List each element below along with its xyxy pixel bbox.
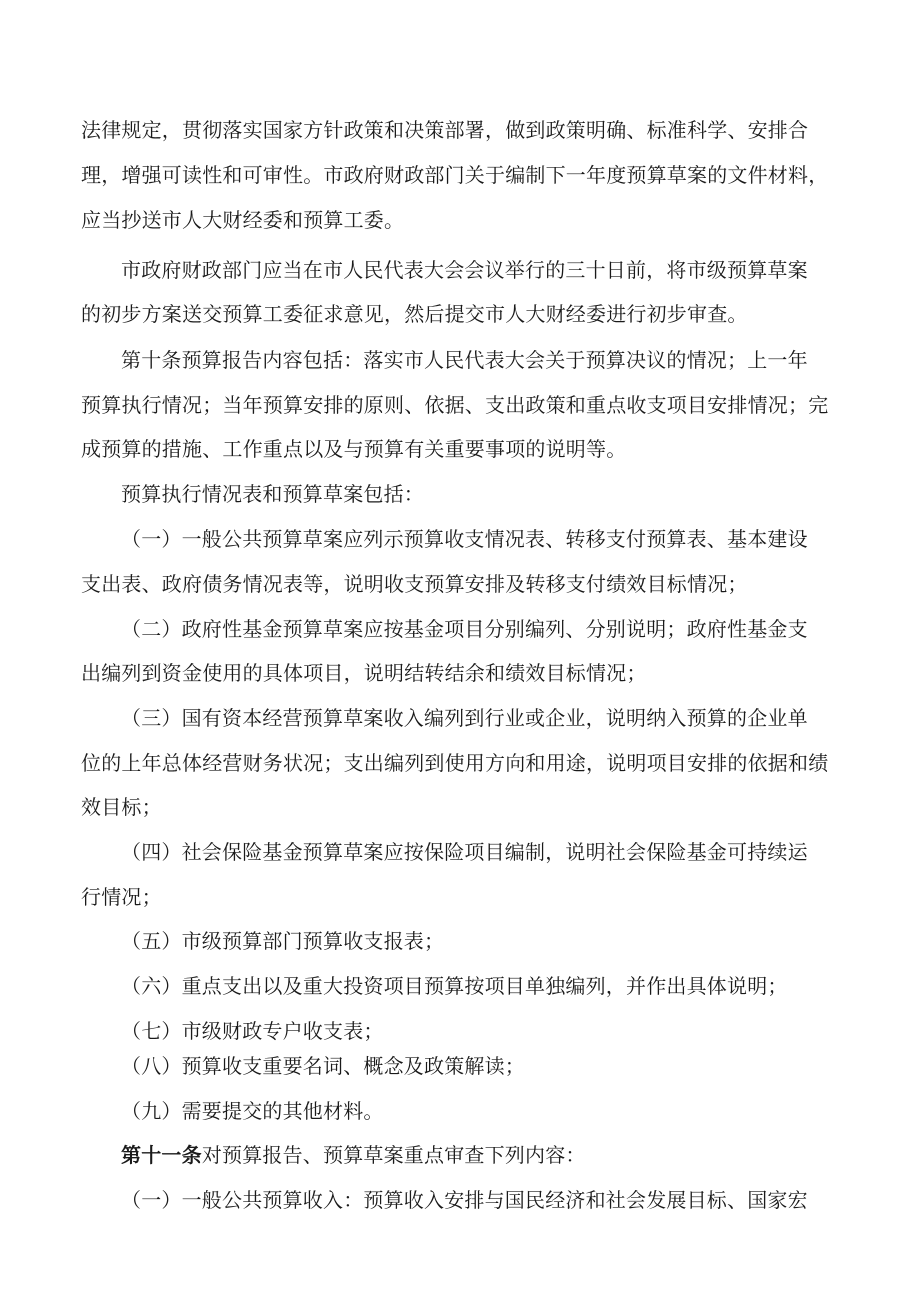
text-line: 出编列到资金使用的具体项目，说明结转结余和绩效目标情况； bbox=[81, 661, 647, 685]
text-line: （八）预算收支重要名词、概念及政策解读； bbox=[121, 1054, 525, 1078]
text-line: （一）一般公共预算草案应列示预算收支情况表、转移支付预算表、基本建设 bbox=[121, 527, 808, 551]
text-line: （四）社会保险基金预算草案应按保险项目编制，说明社会保险基金可持续运 bbox=[121, 840, 808, 864]
article-11-heading: 第十一条 bbox=[121, 1143, 202, 1167]
text-line: 的初步方案送交预算工委征求意见，然后提交市人大财经委进行初步审查。 bbox=[81, 302, 748, 326]
text-line: 市政府财政部门应当在市人民代表大会会议举行的三十日前，将市级预算草案 bbox=[121, 258, 808, 282]
text-line: （三）国有资本经营预算草案收入编列到行业或企业，说明纳入预算的企业单 bbox=[121, 706, 808, 730]
text-line: 行情况； bbox=[81, 885, 162, 909]
text-line: 成预算的措施、工作重点以及与预算有关重要事项的说明等。 bbox=[81, 437, 627, 461]
text-line: 第十条预算报告内容包括：落实市人民代表大会关于预算决议的情况；上一年 bbox=[121, 348, 808, 372]
article-11-line bbox=[121, 1143, 586, 1167]
text-line: 预算执行情况表和预算草案包括： bbox=[121, 482, 424, 506]
text-line: （一）一般公共预算收入：预算收入安排与国民经济和社会发展目标、国家宏 bbox=[121, 1188, 808, 1212]
text-line: （二）政府性基金预算草案应按基金项目分别编列、分别说明；政府性基金支 bbox=[121, 617, 808, 641]
text-line: 理，增强可读性和可审性。市政府财政部门关于编制下一年度预算草案的文件材料， bbox=[81, 163, 829, 187]
text-line: 预算执行情况；当年预算安排的原则、依据、支出政策和重点收支项目安排情况；完 bbox=[81, 393, 829, 417]
article-11-text: 对预算报告、预算草案重点审查下列内容： bbox=[201, 1143, 586, 1167]
text-line: （五）市级预算部门预算收支报表； bbox=[121, 929, 445, 953]
text-line: 应当抄送市人大财经委和预算工委。 bbox=[81, 208, 405, 232]
text-line: 支出表、政府债务情况表等，说明收支预算安排及转移支付绩效目标情况； bbox=[81, 572, 748, 596]
text-line: 效目标； bbox=[81, 795, 162, 819]
text-line: （九）需要提交的其他材料。 bbox=[121, 1099, 384, 1123]
text-line: （七）市级财政专户收支表； bbox=[121, 1019, 384, 1043]
text-line: 位的上年总体经营财务状况；支出编列到使用方向和用途，说明项目安排的依据和绩 bbox=[81, 751, 829, 775]
text-line: （六）重点支出以及重大投资项目预算按项目单独编列，并作出具体说明； bbox=[121, 974, 788, 998]
text-line: 法律规定，贯彻落实国家方针政策和决策部署，做到政策明确、标准科学、安排合 bbox=[81, 118, 809, 142]
